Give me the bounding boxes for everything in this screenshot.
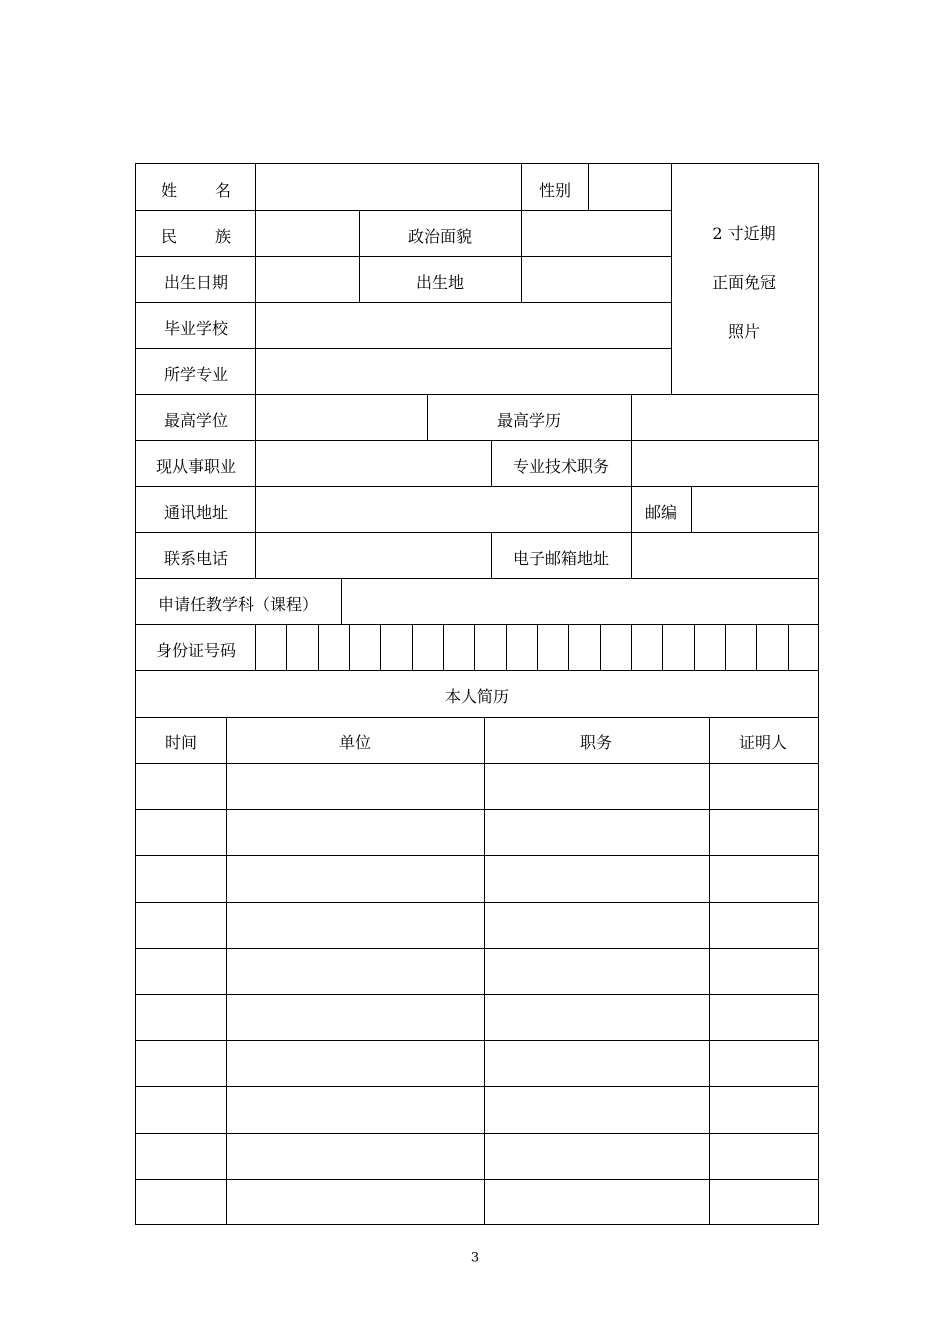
occupation-field[interactable] (256, 441, 491, 486)
id-digit-box[interactable] (632, 625, 662, 670)
id-digit-box[interactable] (444, 625, 474, 670)
resume-col-witness: 证明人 (738, 733, 788, 752)
email-field[interactable] (632, 533, 819, 578)
id-digit-box[interactable] (507, 625, 537, 670)
ethnicity-label-char2: 族 (215, 227, 232, 246)
id-digit-box[interactable] (726, 625, 756, 670)
resume-col-unit: 单位 (338, 733, 372, 752)
professional-title-label: 专业技术职务 (512, 457, 610, 476)
teaching-subject-label: 申请任教学科（课程） (157, 595, 319, 614)
resume-time-cell[interactable] (136, 903, 226, 948)
resume-time-cell[interactable] (136, 1087, 226, 1132)
postcode-label: 邮编 (644, 503, 678, 522)
political-status-field[interactable] (522, 211, 671, 256)
name-field[interactable] (256, 164, 521, 210)
id-digit-box[interactable] (475, 625, 505, 670)
photo-line-1: 2 寸近期 (712, 224, 776, 243)
id-digit-box[interactable] (569, 625, 599, 670)
resume-title: 本人简历 (444, 687, 510, 706)
political-status-label: 政治面貌 (407, 227, 473, 246)
resume-col-position: 职务 (579, 733, 613, 752)
resume-position-cell[interactable] (485, 764, 709, 809)
resume-unit-cell[interactable] (227, 1134, 484, 1179)
resume-unit-cell[interactable] (227, 856, 484, 901)
birthdate-field[interactable] (256, 257, 359, 302)
row-divider (136, 210, 256, 211)
resume-time-cell[interactable] (136, 856, 226, 901)
photo-line-2: 正面免冠 (711, 273, 777, 292)
resume-witness-cell[interactable] (710, 949, 819, 994)
id-number-label: 身份证号码 (155, 641, 237, 660)
ethnicity-field[interactable] (256, 211, 359, 256)
resume-witness-cell[interactable] (710, 764, 819, 809)
resume-witness-cell[interactable] (710, 903, 819, 948)
teaching-subject-field[interactable] (342, 579, 819, 624)
resume-unit-cell[interactable] (227, 1087, 484, 1132)
ethnicity-label-char1: 民 (160, 227, 177, 246)
birthplace-field[interactable] (522, 257, 671, 302)
resume-time-cell[interactable] (136, 1134, 226, 1179)
id-digit-box[interactable] (695, 625, 725, 670)
id-digit-box[interactable] (663, 625, 693, 670)
resume-unit-cell[interactable] (227, 903, 484, 948)
id-digit-box[interactable] (319, 625, 349, 670)
resume-unit-cell[interactable] (227, 1180, 484, 1225)
birthdate-label: 出生日期 (163, 273, 229, 292)
id-digit-box[interactable] (538, 625, 568, 670)
id-digit-box[interactable] (757, 625, 787, 670)
school-label: 毕业学校 (163, 319, 229, 338)
resume-position-cell[interactable] (485, 1180, 709, 1225)
resume-witness-cell[interactable] (710, 1180, 819, 1225)
row-divider (136, 670, 819, 671)
id-digit-box[interactable] (601, 625, 631, 670)
col-divider (671, 164, 672, 394)
resume-witness-cell[interactable] (710, 1134, 819, 1179)
postcode-field[interactable] (692, 487, 819, 532)
col-divider (631, 486, 632, 532)
name-label-char1: 姓 (160, 181, 177, 200)
col-divider (427, 394, 428, 440)
name-label (161, 181, 231, 201)
resume-witness-cell[interactable] (710, 995, 819, 1040)
resume-time-cell[interactable] (136, 995, 226, 1040)
gender-label: 性别 (538, 181, 572, 200)
id-digit-box[interactable] (287, 625, 317, 670)
resume-position-cell[interactable] (485, 856, 709, 901)
photo-line-3: 照片 (727, 322, 761, 341)
major-field[interactable] (256, 349, 671, 394)
major-label: 所学专业 (163, 365, 229, 384)
email-label: 电子邮箱地址 (512, 549, 610, 568)
resume-position-cell[interactable] (485, 810, 709, 855)
resume-time-cell[interactable] (136, 1180, 226, 1225)
col-divider (491, 440, 492, 486)
application-form-table (135, 163, 819, 1225)
page-number: 3 (470, 1250, 480, 1266)
education-label: 最高学历 (496, 411, 562, 430)
resume-witness-cell[interactable] (710, 1087, 819, 1132)
col-divider (521, 164, 522, 210)
col-divider (491, 532, 492, 578)
id-digit-box[interactable] (789, 625, 819, 670)
resume-unit-cell[interactable] (227, 764, 484, 809)
id-digit-box[interactable] (350, 625, 380, 670)
phone-field[interactable] (256, 533, 491, 578)
resume-position-cell[interactable] (485, 1134, 709, 1179)
address-field[interactable] (256, 487, 631, 532)
resume-witness-cell[interactable] (710, 810, 819, 855)
col-divider (359, 210, 360, 302)
birthplace-label: 出生地 (415, 273, 465, 292)
school-field[interactable] (256, 303, 671, 348)
resume-time-cell[interactable] (136, 1041, 226, 1086)
resume-unit-cell[interactable] (227, 1041, 484, 1086)
resume-position-cell[interactable] (485, 995, 709, 1040)
name-label-char2: 名 (215, 181, 232, 200)
resume-unit-cell[interactable] (227, 995, 484, 1040)
degree-label: 最高学位 (163, 411, 229, 430)
address-label: 通讯地址 (163, 503, 229, 522)
row-divider (136, 717, 819, 718)
education-field[interactable] (632, 395, 819, 440)
id-digit-box[interactable] (413, 625, 443, 670)
id-digit-box[interactable] (256, 625, 286, 670)
resume-unit-cell[interactable] (227, 810, 484, 855)
gender-field[interactable] (589, 164, 671, 210)
resume-time-cell[interactable] (136, 764, 226, 809)
resume-col-time: 时间 (164, 733, 198, 752)
resume-position-cell[interactable] (485, 949, 709, 994)
resume-position-cell[interactable] (485, 1087, 709, 1132)
resume-unit-cell[interactable] (227, 949, 484, 994)
degree-field[interactable] (256, 395, 427, 440)
professional-title-field[interactable] (632, 441, 819, 486)
resume-witness-cell[interactable] (710, 1041, 819, 1086)
phone-label: 联系电话 (163, 549, 229, 568)
resume-witness-cell[interactable] (710, 856, 819, 901)
resume-position-cell[interactable] (485, 903, 709, 948)
id-digit-box[interactable] (381, 625, 411, 670)
ethnicity-label (161, 227, 231, 247)
occupation-label: 现从事职业 (155, 457, 237, 476)
resume-time-cell[interactable] (136, 949, 226, 994)
resume-time-cell[interactable] (136, 810, 226, 855)
resume-position-cell[interactable] (485, 1041, 709, 1086)
